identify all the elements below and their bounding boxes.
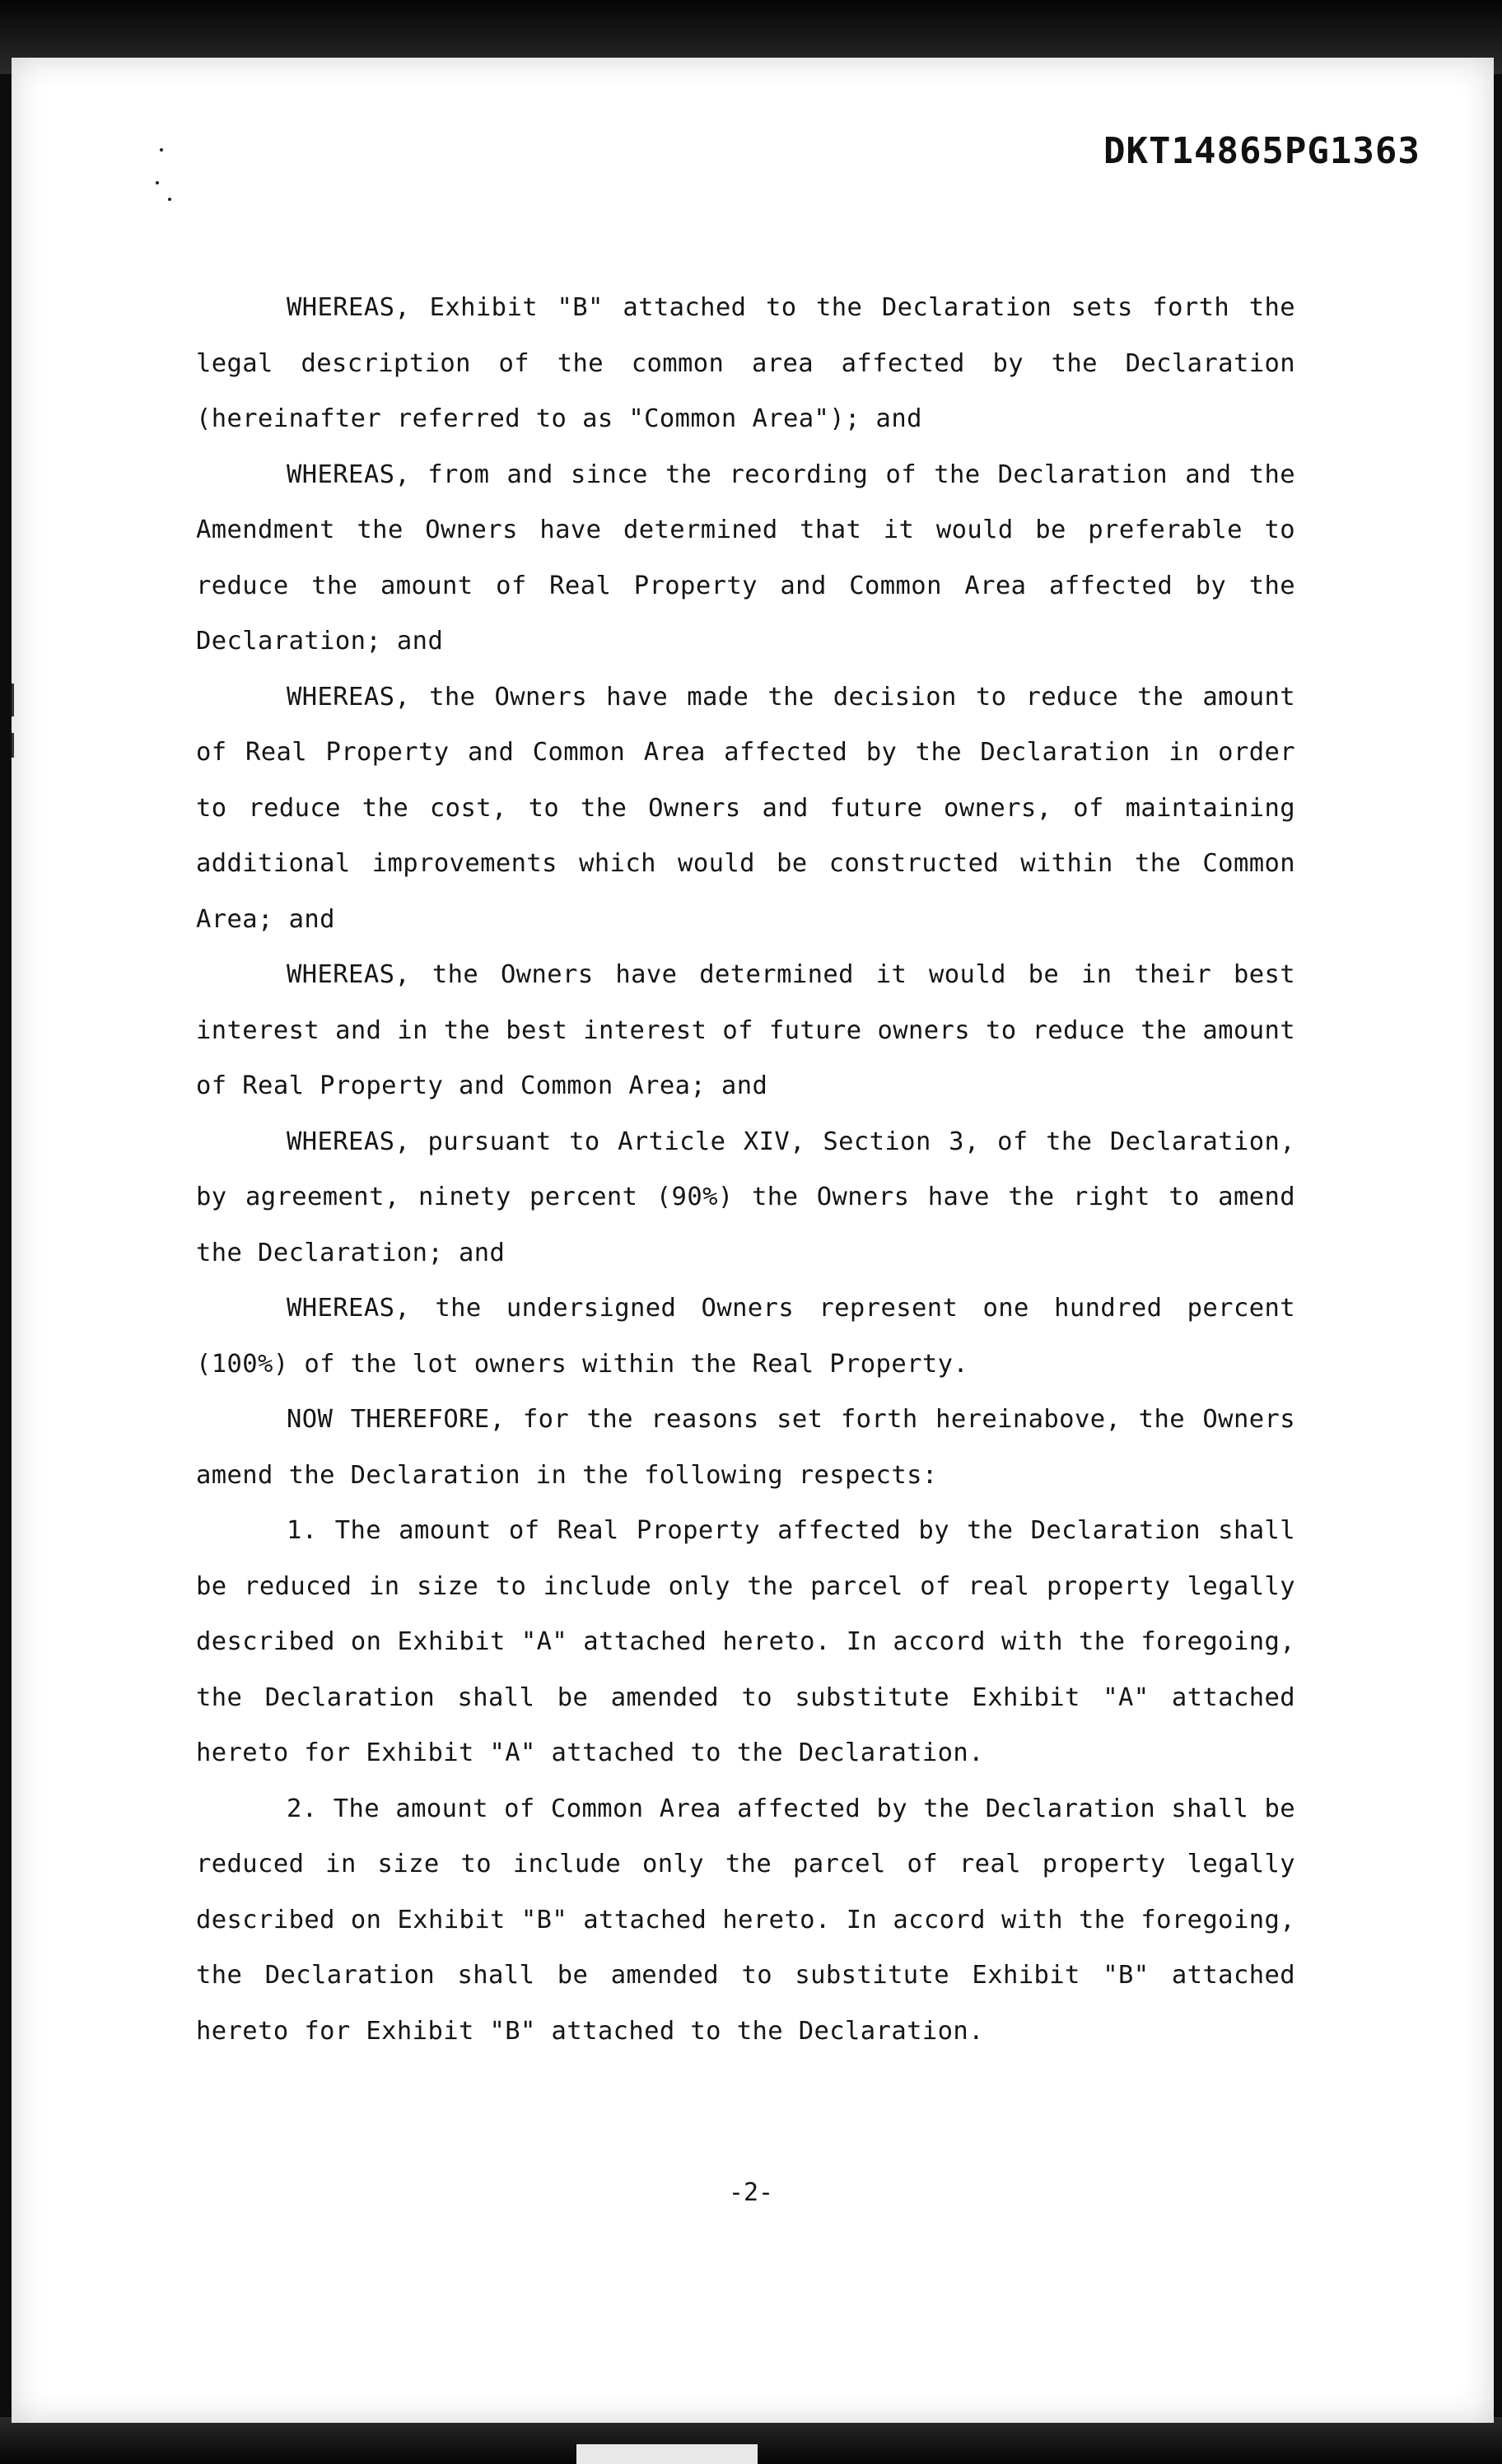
numbered-clause: 2. The amount of Common Area affected by the Declaration shall be reduced in size to include only the parcel of real property legally described on Exhibit "B" attached hereto. In accord with the foregoing, the Declaration shall be amended to substitute Exhibit "B" attached hereto for Exhibit "B" attached to the Declaration. [196, 1794, 1295, 2046]
paragraph: WHEREAS, Exhibit "B" attached to the Declaration sets forth the legal description of the common area affected by the Declaration (hereinafter referred to as "Common Area"); and [196, 293, 1295, 433]
paragraph: WHEREAS, the undersigned Owners represent one hundred percent (100%) of the lot owners within the Real Property. [196, 1294, 1295, 1379]
paragraph: WHEREAS, the Owners have determined it would be in their best interest and in the best interest of future owners to reduce the amount of Real Property and Common Area; and [196, 960, 1295, 1100]
scan-speck [160, 148, 163, 152]
scan-speck [156, 181, 159, 184]
paragraph: NOW THEREFORE, for the reasons set forth hereinabove, the Owners amend the Declaration in the following respects: [196, 1405, 1295, 1490]
scan-speck [168, 198, 171, 201]
docket-page-reference: DKT14865PG1363 [1103, 130, 1420, 172]
numbered-clause: 1. The amount of Real Property affected by the Declaration shall be reduced in size to include only the parcel of real property legally described on Exhibit "A" attached hereto. In accord with the foregoing, the Declaration shall be amended to substitute Exhibit "A" attached hereto for Exhibit "A" attached to the Declaration. [196, 1516, 1295, 1767]
page-number: -2- [728, 2178, 774, 2207]
paragraph: WHEREAS, the Owners have made the decision to reduce the amount of Real Property and Common Area affected by the Declaration in order to reduce the cost, to the Owners and future owners, of maintaining additional improvements which would be constructed within the Common Area; and [196, 682, 1295, 934]
scan-edge-mark [12, 684, 14, 716]
paragraph: WHEREAS, pursuant to Article XIV, Section 3, of the Declaration, by agreement, ninety percent (90%) the Owners have the right to amend the Declaration; and [196, 1127, 1295, 1267]
paragraph: WHEREAS, from and since the recording of the Declaration and the Amendment the Owners have determined that it would be preferable to reduce the amount of Real Property and Common Area affected by the Declaration; and [196, 460, 1295, 656]
scan-edge-mark [12, 733, 14, 758]
document-body [196, 280, 1295, 2059]
scan-bottom-tab [576, 2444, 758, 2464]
